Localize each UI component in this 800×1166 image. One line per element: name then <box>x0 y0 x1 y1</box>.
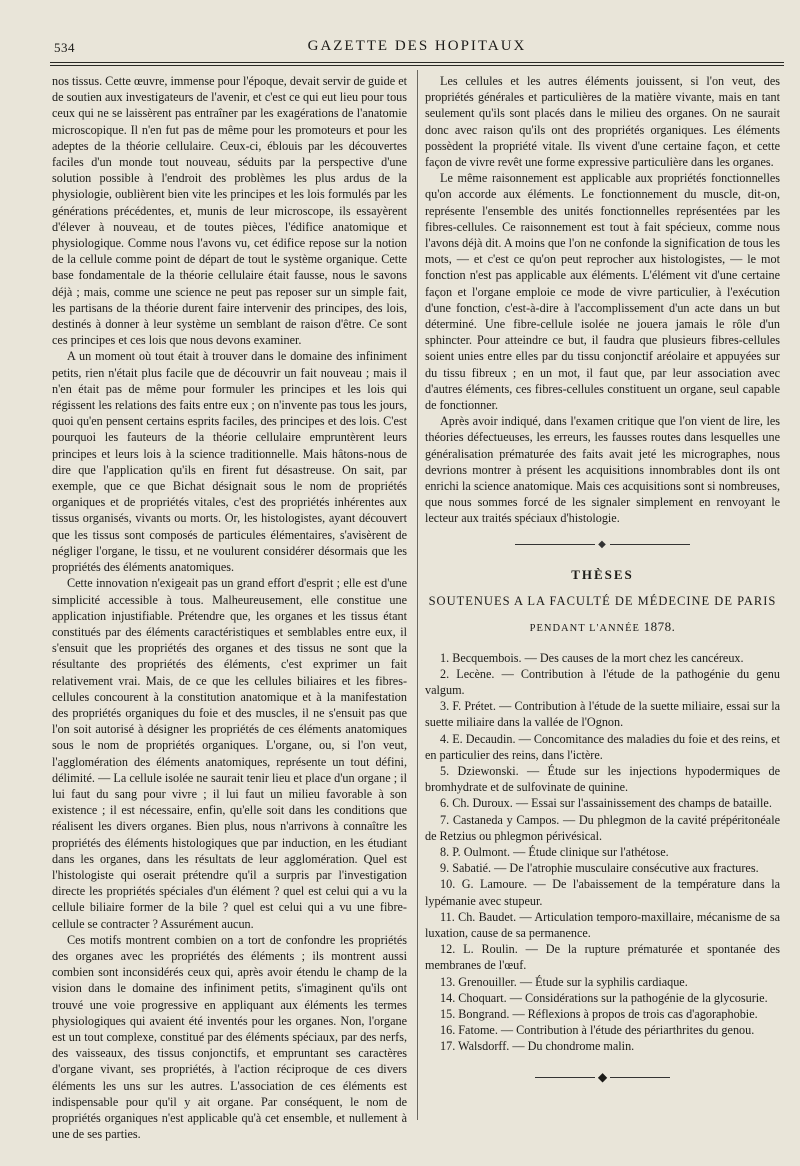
section-period <box>425 619 780 637</box>
list-item: 16. Fatome. — Contribution à l'étude des périarthrites du genou. <box>440 1023 755 1038</box>
section-divider-ornament: ◆ <box>425 537 780 553</box>
list-item: 5. Dziewonski. — Étude sur les injections hypodermiques de bromhydrate et de sulfovinate de quinine. <box>425 763 780 795</box>
right-column <box>425 73 780 1085</box>
list-item: 1. Becquembois. — Des causes de la mort chez les cancéreux. <box>440 650 744 665</box>
page-number: 534 <box>54 40 75 55</box>
journal-title: GAZETTE DES HOPITAUX <box>307 38 527 54</box>
list-item: 15. Bongrand. — Réflexions à propos de trois cas d'agoraphobie. <box>440 1006 758 1021</box>
list-item: 14. Choquart. — Considérations sur la pathogénie de la glycosurie. <box>440 990 768 1005</box>
paragraph: Le même raisonnement est applicable aux propriétés fonctionnelles qu'on accorde aux éléments. Le fonctionnement du muscle, dit-on, représente l'ensemble des unités fonctionnelles représentées par les fibres-cellules. Ce raisonnement est tout à fait spécieux, comme nous l'avons déjà dit. A moins que l'on ne confonde la signification de tous les mots, — et c'est ce qu'on peut reprocher aux histologistes, — le mot fonction n'est pas applicable aux éléments. L'élément vit d'une certaine façon et l'organe emploie ce mode de vivre particulier, à l'exécution d'une fonction, c'est-à-dire à l'accomplissement d'un acte dans un but déterminé. Une fibre-cellule isolée ne jouera jamais le rôle d'un sphincter. Pour atteindre ce but, il faudra que plusieurs fibres-cellules soient unies entre elles par du tissu conjonctif aréolaire et appuyées sur du tissu fibreux ; en un mot, il faut que, par leur association avec d'autres éléments, ces fibres-cellules constituent un organe, seul capable de fonctionner. <box>425 171 780 413</box>
paragraph: nos tissus. Cette œuvre, immense pour l'époque, devait servir de guide et de soutien aux investigateurs de l'avenir, et c'est ce qui eut lieu pour tous ceux qui ne se laissèrent pas entraîner par les exagérations de l'anatomie microscopique. Il n'en fut pas de même pour les promoteurs et pour les adeptes de la théorie cellulaire. Ceux-ci, éblouis par les découvertes faciles d'un monde tout nouveau, séduits par la perspective d'une solution possible à l'endroit des problèmes les plus ardus de la physiologie, oublièrent bien vite les principes et les lois formulés par les générations précédentes, et, munis de leur microscope, ils essayèrent d'élever à nouveau, et de toutes pièces, l'édifice anatomique et physiologique. Comme nous l'avons vu, cet édifice repose sur la notion de la cellule comme point de départ de tout le système organique. Cette base fondamentale de la théorie cellulaire était fausse, nous le savons déjà ; mais, comme une science ne peut pas reposer sur un simple fait, les partisans de la théorie durent faire intervenir des principes, des lois, destinés à donner à leur système un semblant de raison d'être. Ce sont ces principes et ces lois que nous devons examiner. <box>52 74 407 348</box>
list-item: 13. Grenouiller. — Étude sur la syphilis cardiaque. <box>440 974 688 989</box>
list-item: 4. E. Decaudin. — Concomitance des maladies du foie et des reins, et en particulier des reins, dans l'ictère. <box>425 731 780 762</box>
period-year: 1878. <box>643 619 676 635</box>
period-label: PENDANT L'ANNÉE <box>529 623 640 635</box>
left-column <box>52 73 407 1142</box>
list-item: 8. P. Oulmont. — Étude clinique sur l'athétose. <box>440 844 669 859</box>
list-item: 17. Walsdorff. — Du chondrome malin. <box>440 1039 635 1054</box>
list-item: 2. Lecène. — Contribution à l'étude de la pathogénie du genu valgum. <box>425 666 780 697</box>
paragraph: A un moment où tout était à trouver dans le domaine des infiniment petits, rien n'était plus facile que de découvrir un fait nouveau ; mais il n'en était pas de même pour formuler les principes et les lois qui régissent les relations des faits entre eux ; on n'invente pas tous les jours, quoi qu'en pensent certains esprits faciles, des principes et des lois. C'est pourquoi les fauteurs de la théorie cellulaire empruntèrent leurs principes et leurs lois à la science traditionnelle. Mais hâtons-nous de dire que l'application qu'ils en firent fut désastreuse. On sait, par exemple, que ce que Bichat désignait sous le nom de propriétés organiques et de propriétés vitales, c'est des propriétés inhérentes aux tissus organisés, vivants ou morts. Or, les histologistes, ayant découvert que les tissus sont composés de particules élémentaires, s'avisèrent de négliger l'organe, le tissu, et ne voulurent considérer désormais que les propriétés des éléments anatomiques. <box>52 349 407 575</box>
page-header <box>50 38 784 60</box>
list-item: 9. Sabatié. — De l'atrophie musculaire consécutive aux fractures. <box>440 861 759 876</box>
list-item: 6. Ch. Duroux. — Essai sur l'assainissement des champs de bataille. <box>440 796 772 811</box>
paragraph: Cette innovation n'exigeait pas un grand effort d'esprit ; elle est d'une simplicité accessible à tous. Malheureusement, elle constitue une application injustifiable. Prétendre que, les organes et les tissus étant constitués par des éléments caractéristiques et semblables entre eux, il s'ensuit que les propriétés des organes et des tissus ne sont que la résultante des propriétés des éléments, c'est exprimer un fait relativement vrai. Mais, de ce que les cellules biliaires et les fibres-cellules concourent à la constitution anatomique et à la manifestation des propriétés organiques du foie et des muscles, il ne s'ensuit pas que l'on soit autorisé à désigner les propriétés de ces éléments anatomiques sous le nom de propriétés organiques. L'organe, ou, si l'on veut, l'agglomération des éléments anatomiques, représente un tout défini, délimité. — La cellule isolée ne saurait tenir lieu et place d'un organe ; il lui faut du sang pour vivre ; il lui faut un milieu favorable à son existence ; il est nécessaire, enfin, qu'elle soit dans les conditions que réalisent les divers organes. Bien plus, nous n'arrivons à connaître les propriétés des éléments histologiques que par induction, en les étudiant dans les organes, dans les résultats de leur agglomération. Quel est l'histologiste qui oserait prétendre qu'il a surpris par l'investigation directe les propriétés spéciales d'un élément ? quel est celui qui a vu la cellule biliaire former de la bile ? quel est celui qui a vu une fibre-cellule se contracter ? Assurément aucun. <box>52 576 407 931</box>
list-item: 11. Ch. Baudet. — Articulation temporo-maxillaire, mécanisme de sa luxation, cause de sa permanence. <box>425 909 780 940</box>
paragraph: Ces motifs montrent combien on a tort de confondre les propriétés des organes avec les propriétés des éléments ; ils montrent aussi combien sont inconsidérés ceux qui, après avoir étendu le champ de la vision dans le domaine des infiniment petits, s'imaginent qu'ils ont trouvé une voie progressive en appliquant aux éléments les termes physiologiques qui avaient été inventés pour les organes. Non, l'organe est un tout complexe, constitué par des éléments spéciaux, par des nerfs, des vaisseaux, des tissus conjonctifs, et empruntant ses caractères d'organe vivant, ses propriétés, à l'action réciproque de ces divers éléments les uns sur les autres. L'association de ces éléments est indispensable pour qu'il y ait organe. Par conséquent, le nom de propriétés organiques n'est applicable qu'à cet ensemble, et nullement à une de ses parties. <box>52 932 407 1142</box>
end-ornament: ◆ <box>425 1069 780 1085</box>
theses-list <box>425 650 780 1055</box>
list-item: 10. G. Lamoure. — De l'abaissement de la température dans la lypémanie avec stupeur. <box>425 877 780 908</box>
list-item: 3. F. Prétet. — Contribution à l'étude de la suette miliaire, essai sur la suette miliaire dans la vallée de l'Ognon. <box>425 699 780 730</box>
header-rule <box>50 62 784 63</box>
section-subtitle: SOUTENUES A LA FACULTÉ DE MÉDECINE DE PARIS <box>428 594 777 609</box>
paragraph: Les cellules et les autres éléments jouissent, si l'on veut, des propriétés générales et particulières de la matière vivante, mais en tant seulement qu'ils sont placés dans le milieu des organes. On ne saurait donc avec raison qu'ils ont des propriétés organiques. Les éléments possèdent la propriété vitale. Ils vivent d'une certaine façon, et cette façon de vivre revêt une forme expressive particulière dans les organes. <box>425 74 780 170</box>
list-item: 12. L. Roulin. — De la rupture prématurée et spontanée des membranes de l'œuf. <box>425 942 780 973</box>
section-title: THÈSES <box>571 566 634 582</box>
paragraph: Après avoir indiqué, dans l'examen critique que l'on vient de lire, les théories défectueuses, les erreurs, les fausses routes dans lesquelles une généralisation prématurée des faits avait jeté les micrographes, nous devrions montrer à présent les acquisitions innombrables dont ils ont enrichi la science anatomique. Mais ces acquisitions sont si nombreuses, que nous sommes forcé de les signaler simplement en renvoyant le lecteur aux traités spéciaux d'histologie. <box>425 414 780 526</box>
column-divider <box>417 70 418 1120</box>
header-rule-thin <box>50 65 784 66</box>
list-item: 7. Castaneda y Campos. — Du phlegmon de la cavité prépéritonéale de Retzius ou phlegmon périvésical. <box>425 812 780 843</box>
